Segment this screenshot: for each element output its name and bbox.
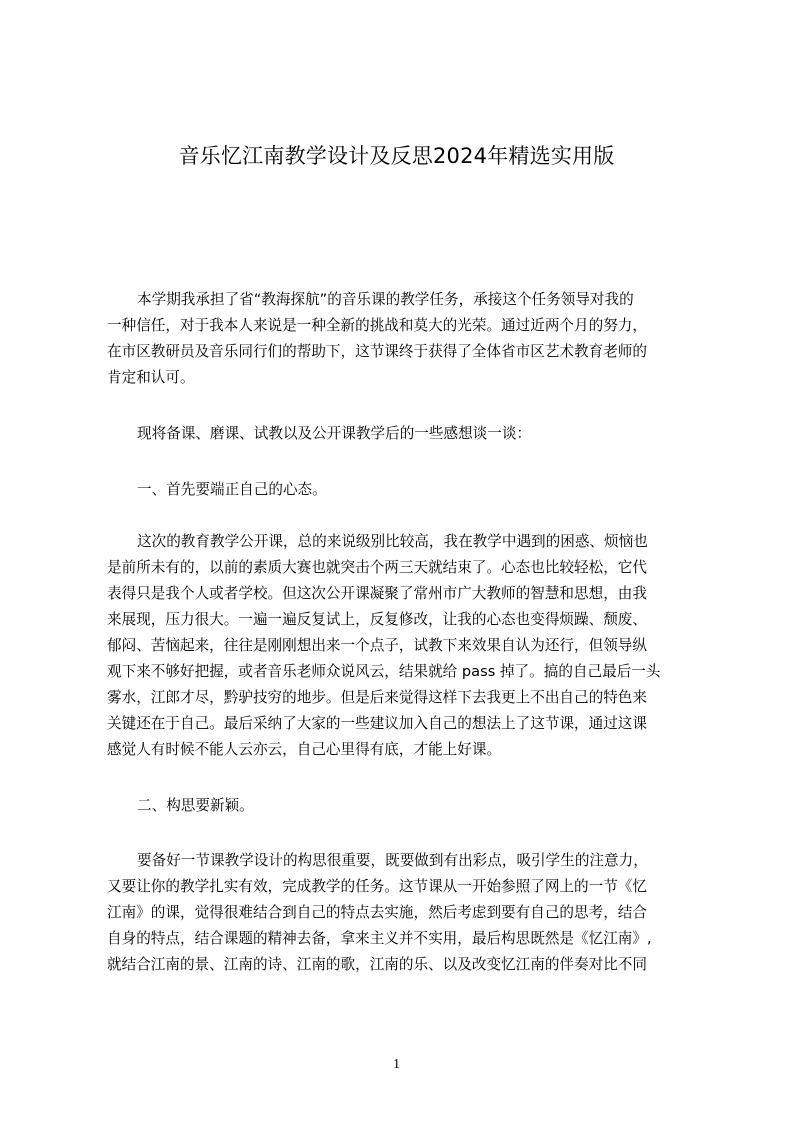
paragraph-3-line-8: 关键还在于自己。最后采纳了大家的一些建议加入自己的想法上了这节课，通过这课 (107, 715, 647, 732)
paragraph-3-line-7: 雾水，江郎才尽，黔驴技穷的地步。但是后来觉得这样下去我更上不出自己的特色来 (107, 689, 647, 706)
paragraph-3-line-4: 来展现，压力很大。一遍一遍反复试上，反复修改，让我的心态也变得烦躁、颓废、 (107, 611, 647, 628)
paragraph-2-line-1: 现将备课、磨课、试教以及公开课教学后的一些感想谈一谈： (137, 425, 532, 442)
paragraph-3-line-6: 观下来不够好把握，或者音乐老师众说风云，结果就给 pass 掉了。搞的自己最后一头 (107, 663, 661, 680)
page-number: 1 (393, 1057, 400, 1072)
paragraph-1-line-1: 本学期我承担了省“教海探航”的音乐课的教学任务，承接这个任务领导对我的 (137, 291, 634, 308)
paragraph-4-line-4: 自身的特点，结合课题的精神去备，拿来主义并不实用，最后构思既然是《忆江南》, (107, 930, 652, 947)
paragraph-1-line-2: 一种信任，对于我本人来说是一种全新的挑战和莫大的光荣。通过近两个月的努力， (107, 317, 647, 334)
paragraph-4-line-1: 要备好一节课教学设计的构思很重要，既要做到有出彩点，吸引学生的注意力， (137, 852, 648, 869)
paragraph-1-line-3: 在市区教研员及音乐同行们的帮助下，这节课终于获得了全体省市区艺术教育老师的 (107, 343, 647, 360)
paragraph-4-line-5: 就结合江南的景、江南的诗、江南的歌，江南的乐、以及改变忆江南的伴奏对比不同 (107, 956, 647, 973)
section-heading-2: 二、构思要新颖。 (137, 797, 254, 814)
paragraph-4-line-3: 江南》的课，觉得很难结合到自己的特点去实施，然后考虑到要有自己的思考，结合 (107, 904, 647, 921)
paragraph-3-line-9: 感觉人有时候不能人云亦云，自己心里得有底，才能上好课。 (107, 741, 502, 758)
paragraph-4-line-2: 又要让你的教学扎实有效，完成教学的任务。这节课从一开始参照了网上的一节《忆 (107, 878, 647, 895)
paragraph-3-line-1: 这次的教育教学公开课，总的来说级别比较高，我在教学中遇到的困惑、烦恼也 (137, 533, 648, 550)
page-title: 音乐忆江南教学设计及反思2024年精选实用版 (178, 144, 615, 168)
paragraph-1-line-4: 肯定和认可。 (107, 369, 195, 386)
section-heading-1: 一、首先要端正自己的心态。 (137, 481, 327, 498)
paragraph-3-line-2: 是前所未有的，以前的素质大赛也就突击个两三天就结束了。心态也比较轻松，它代 (107, 559, 647, 576)
paragraph-3-line-3: 表得只是我个人或者学校。但这次公开课凝聚了常州市广大教师的智慧和思想，由我 (107, 585, 647, 602)
paragraph-3-line-5: 郁闷、苦恼起来，往往是刚刚想出来一个点子，试教下来效果自认为还行，但领导纵 (107, 637, 647, 654)
